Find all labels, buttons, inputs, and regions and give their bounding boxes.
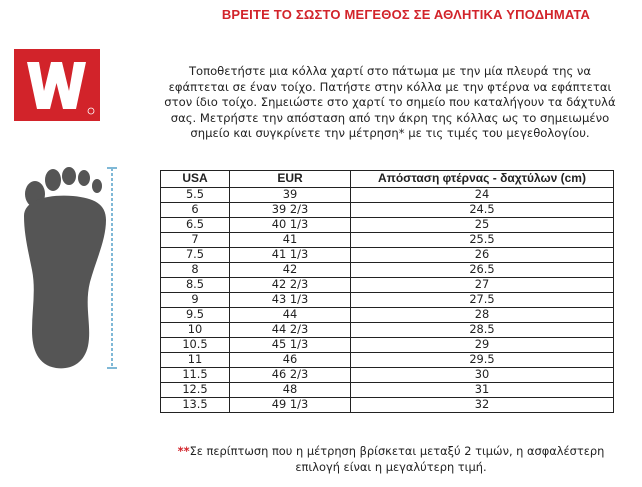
heel-toe-cm-cell: 32 [351, 398, 614, 413]
heel-toe-cm-cell: 25.5 [351, 233, 614, 248]
wilson-logo [14, 49, 100, 121]
eur-size-cell: 46 2/3 [230, 368, 351, 383]
table-row [161, 263, 614, 278]
eur-size-cell: 41 [230, 233, 351, 248]
heel-toe-cm-cell: 29 [351, 338, 614, 353]
header-usa: USA [161, 171, 230, 188]
heel-toe-cm-cell: 27.5 [351, 293, 614, 308]
usa-size-cell: 7 [161, 233, 230, 248]
table-header-row [161, 171, 614, 188]
foot-illustration [18, 160, 118, 372]
table-row [161, 383, 614, 398]
table-row [161, 323, 614, 338]
table-row [161, 188, 614, 203]
eur-size-cell: 44 [230, 308, 351, 323]
instructions-line: στον ίδιο τοίχο. Σημειώστε στο χαρτί το σημείο που καταλήγουν τα δάχτυλά [164, 95, 616, 109]
eur-size-cell: 45 1/3 [230, 338, 351, 353]
eur-size-cell: 41 1/3 [230, 248, 351, 263]
heel-toe-cm-cell: 25 [351, 218, 614, 233]
usa-size-cell: 11 [161, 353, 230, 368]
usa-size-cell: 8 [161, 263, 230, 278]
eur-size-cell: 46 [230, 353, 351, 368]
usa-size-cell: 7.5 [161, 248, 230, 263]
size-chart-table [160, 170, 614, 413]
eur-size-cell: 43 1/3 [230, 293, 351, 308]
table-row [161, 218, 614, 233]
table-row [161, 248, 614, 263]
eur-size-cell: 49 1/3 [230, 398, 351, 413]
instructions-line: σας. Μετρήστε την απόσταση από την άκρη της κόλλας ως το σημειωμένο [170, 110, 610, 125]
usa-size-cell: 12.5 [161, 383, 230, 398]
heel-toe-cm-cell: 28 [351, 308, 614, 323]
table-row [161, 233, 614, 248]
eur-size-cell: 42 [230, 263, 351, 278]
instructions-line: Τοποθετήστε μια κόλλα χαρτί στο πάτωμα με την μία πλευρά της να [188, 64, 592, 78]
foot-outline-icon [18, 160, 118, 372]
usa-size-cell: 5.5 [161, 188, 230, 203]
instructions-line: εφάπτεται σε έναν τοίχο. Πατήστε στην κόλλα με την φτέρνα να εφάπτεται [168, 79, 612, 94]
heel-toe-cm-cell: 27 [351, 278, 614, 293]
eur-size-cell: 40 1/3 [230, 218, 351, 233]
table-row [161, 398, 614, 413]
footnote-line: Σε περίπτωση που η μέτρηση βρίσκεται μεταξύ 2 τιμών, η ασφαλέστερη [189, 444, 605, 458]
heel-toe-cm-cell: 26.5 [351, 263, 614, 278]
eur-size-cell: 44 2/3 [230, 323, 351, 338]
size-chart-body [161, 188, 614, 413]
usa-size-cell: 11.5 [161, 368, 230, 383]
footnote [156, 443, 626, 475]
eur-size-cell: 39 [230, 188, 351, 203]
usa-size-cell: 10.5 [161, 338, 230, 353]
footnote-asterisks: ** [177, 444, 190, 458]
eur-size-cell: 48 [230, 383, 351, 398]
heel-toe-cm-cell: 24 [351, 188, 614, 203]
table-row [161, 353, 614, 368]
usa-size-cell: 6 [161, 203, 230, 218]
heel-toe-cm-cell: 26 [351, 248, 614, 263]
heel-toe-cm-cell: 31 [351, 383, 614, 398]
heel-toe-cm-cell: 29.5 [351, 353, 614, 368]
header-eur: EUR [230, 171, 351, 188]
instructions-line: σημείο και συγκρίνετε την μέτρηση* με τις τιμές του μεγεθολογίου. [190, 126, 590, 140]
wilson-logo-icon [14, 49, 100, 121]
table-row [161, 338, 614, 353]
page-title: ΒΡΕΙΤΕ ΤΟ ΣΩΣΤΟ ΜΕΓΕΘΟΣ ΣΕ ΑΘΛΗΤΙΚΑ ΥΠΟΔΗΜΑΤΑ [221, 7, 591, 22]
table-row [161, 293, 614, 308]
usa-size-cell: 6.5 [161, 218, 230, 233]
header-heel-toe-cm: Απόσταση φτέρνας - δαχτύλων (cm) [351, 171, 614, 188]
usa-size-cell: 9.5 [161, 308, 230, 323]
usa-size-cell: 8.5 [161, 278, 230, 293]
footnote-line: επιλογή είναι η μεγαλύτερη τιμή. [295, 460, 487, 474]
usa-size-cell: 10 [161, 323, 230, 338]
table-row [161, 203, 614, 218]
usa-size-cell: 9 [161, 293, 230, 308]
heel-toe-cm-cell: 28.5 [351, 323, 614, 338]
heel-toe-cm-cell: 30 [351, 368, 614, 383]
eur-size-cell: 39 2/3 [230, 203, 351, 218]
instructions-text [160, 64, 620, 142]
table-row [161, 278, 614, 293]
table-row [161, 368, 614, 383]
usa-size-cell: 13.5 [161, 398, 230, 413]
table-row [161, 308, 614, 323]
heel-toe-cm-cell: 24.5 [351, 203, 614, 218]
eur-size-cell: 42 2/3 [230, 278, 351, 293]
